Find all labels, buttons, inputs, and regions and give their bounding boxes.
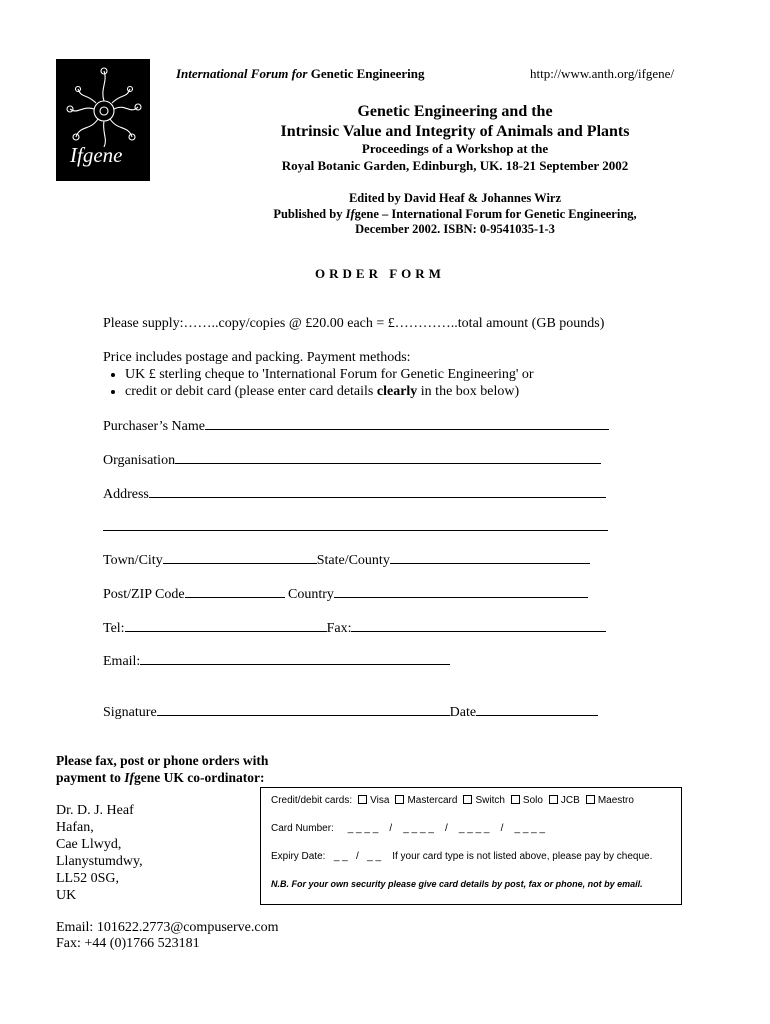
price-intro: Price includes postage and packing. Payment methods: [103, 350, 411, 365]
organisation-line[interactable] [175, 451, 601, 464]
card-jcb-label: JCB [560, 795, 580, 806]
card-type-label: Credit/debit cards: [271, 795, 353, 806]
publisher-prefix: Published by [273, 206, 346, 221]
forum-name-bold: Genetic Engineering [310, 66, 425, 81]
email-label: Email: [103, 654, 141, 669]
payment-method-card [125, 383, 534, 400]
signature-date-field[interactable] [103, 703, 598, 721]
coordinator-contact [56, 920, 278, 952]
card-type-row [271, 795, 634, 806]
organisation-label: Organisation [103, 453, 176, 468]
postcode-label: Post/ZIP Code [103, 587, 185, 602]
editors: Edited by David Heaf & Johannes Wirz [348, 191, 562, 205]
date-label: Date [449, 705, 477, 720]
tel-line[interactable] [125, 619, 327, 632]
checkbox-switch[interactable] [463, 795, 472, 804]
title-line-4: Royal Botanic Garden, Edinburgh, UK. 18-21 September 2002 [281, 158, 629, 173]
purchaser-name-label: Purchaser’s Name [103, 419, 205, 434]
purchaser-name-line[interactable] [205, 417, 609, 430]
town-state-field[interactable] [103, 551, 590, 569]
orders-line-2-if: If [124, 770, 134, 785]
website-url[interactable]: http://www.anth.org/ifgene/ [530, 66, 675, 81]
orders-line-1: Please fax, post or phone orders with [56, 753, 269, 768]
date-line[interactable] [476, 703, 598, 716]
card-number-row[interactable] [271, 823, 545, 834]
security-note: N.B. For your own security please give card details by post, fax or phone, not by email. [271, 879, 643, 889]
document-title [150, 102, 760, 142]
tel-label: Tel: [103, 621, 125, 636]
date-isbn: December 2002. ISBN: 0-9541035-1-3 [355, 222, 555, 236]
address-line: Dr. D. J. Heaf [56, 803, 134, 818]
proceedings-info [150, 140, 760, 174]
checkbox-mastercard[interactable] [395, 795, 404, 804]
forum-name [176, 66, 425, 82]
logo-text: Ifgene [70, 143, 123, 167]
town-line[interactable] [163, 551, 317, 564]
forum-name-italic: International Forum for [176, 66, 308, 81]
checkbox-maestro[interactable] [586, 795, 595, 804]
checkbox-visa[interactable] [358, 795, 367, 804]
order-form-heading: ORDER FORM [315, 266, 445, 281]
orders-line-2 [56, 769, 268, 786]
purchaser-name-field[interactable] [103, 417, 609, 435]
expiry-label: Expiry Date: [271, 851, 326, 862]
coordinator-fax: Fax: +44 (0)1766 523181 [56, 936, 200, 951]
publisher-if: If [345, 206, 355, 221]
state-label: State/County [316, 553, 390, 568]
title-line-2: Intrinsic Value and Integrity of Animals and Plants [280, 123, 630, 140]
tel-fax-field[interactable] [103, 619, 606, 637]
address-line-2[interactable] [103, 518, 608, 531]
country-label: Country [288, 587, 334, 602]
fax-line[interactable] [351, 619, 606, 632]
address-line: LL52 0SG, [56, 871, 119, 886]
card-solo-label: Solo [522, 795, 543, 806]
address-line: Llanystumdwy, [56, 854, 143, 869]
card-method-text: credit or debit card (please enter card details [125, 384, 377, 399]
payment-method-cheque: • UK £ sterling cheque to 'International Forum for Genetic Engineering' or [125, 366, 534, 383]
card-number-blanks[interactable]: _ _ _ _ / _ _ _ _ / _ _ _ _ / _ _ _ _ [347, 823, 546, 834]
title-line-1: Genetic Engineering and the [357, 103, 553, 120]
card-method-tail: in the box below) [417, 384, 520, 399]
address-line: Hafan, [56, 820, 94, 835]
checkbox-jcb[interactable] [549, 795, 558, 804]
card-details-box [260, 787, 682, 905]
orders-line-2-rest: gene UK co-ordinator: [134, 770, 265, 785]
address-line: UK [56, 888, 77, 903]
address-line: Cae Llwyd, [56, 837, 122, 852]
organisation-field[interactable] [103, 451, 601, 469]
orders-line-2-prefix: payment to [56, 770, 125, 785]
publication-info [150, 191, 760, 238]
publisher [150, 207, 760, 223]
card-visa-label: Visa [370, 795, 390, 806]
expiry-blanks[interactable]: _ _ / _ _ [333, 851, 382, 862]
orders-instructions [56, 752, 268, 786]
postcode-country-field[interactable] [103, 585, 588, 603]
card-method-bold: clearly [376, 384, 418, 399]
payment-methods [103, 366, 534, 400]
state-line[interactable] [390, 551, 590, 564]
country-line[interactable] [334, 585, 588, 598]
price-info [103, 349, 534, 400]
coordinator-email[interactable]: Email: 101622.2773@compuserve.com [56, 920, 279, 935]
supply-line[interactable]: Please supply:……..copy/copies @ £20.00 each = £…………..total amount (GB pounds) [103, 316, 605, 331]
address-label: Address [103, 487, 149, 502]
email-line[interactable] [140, 652, 450, 665]
address-field[interactable] [103, 485, 606, 503]
title-line-3: Proceedings of a Workshop at the [361, 141, 549, 156]
card-number-label: Card Number: [271, 823, 334, 834]
signature-line[interactable] [157, 703, 450, 716]
card-switch-label: Switch [475, 795, 505, 806]
address-line-1[interactable] [149, 485, 606, 498]
email-field[interactable] [103, 652, 450, 670]
town-label: Town/City [103, 553, 163, 568]
expiry-note: If your card type is not listed above, please pay by cheque. [392, 851, 653, 862]
publisher-rest: gene – International Forum for Genetic Engineering, [354, 206, 637, 221]
fax-label: Fax: [326, 621, 352, 636]
signature-label: Signature [103, 705, 157, 720]
checkbox-solo[interactable] [511, 795, 520, 804]
card-mastercard-label: Mastercard [407, 795, 458, 806]
postcode-line[interactable] [185, 585, 285, 598]
ifgene-logo [56, 59, 150, 181]
card-maestro-label: Maestro [597, 795, 634, 806]
expiry-row[interactable] [271, 851, 652, 862]
address-field-2[interactable] [103, 518, 608, 536]
coordinator-address [56, 802, 143, 904]
